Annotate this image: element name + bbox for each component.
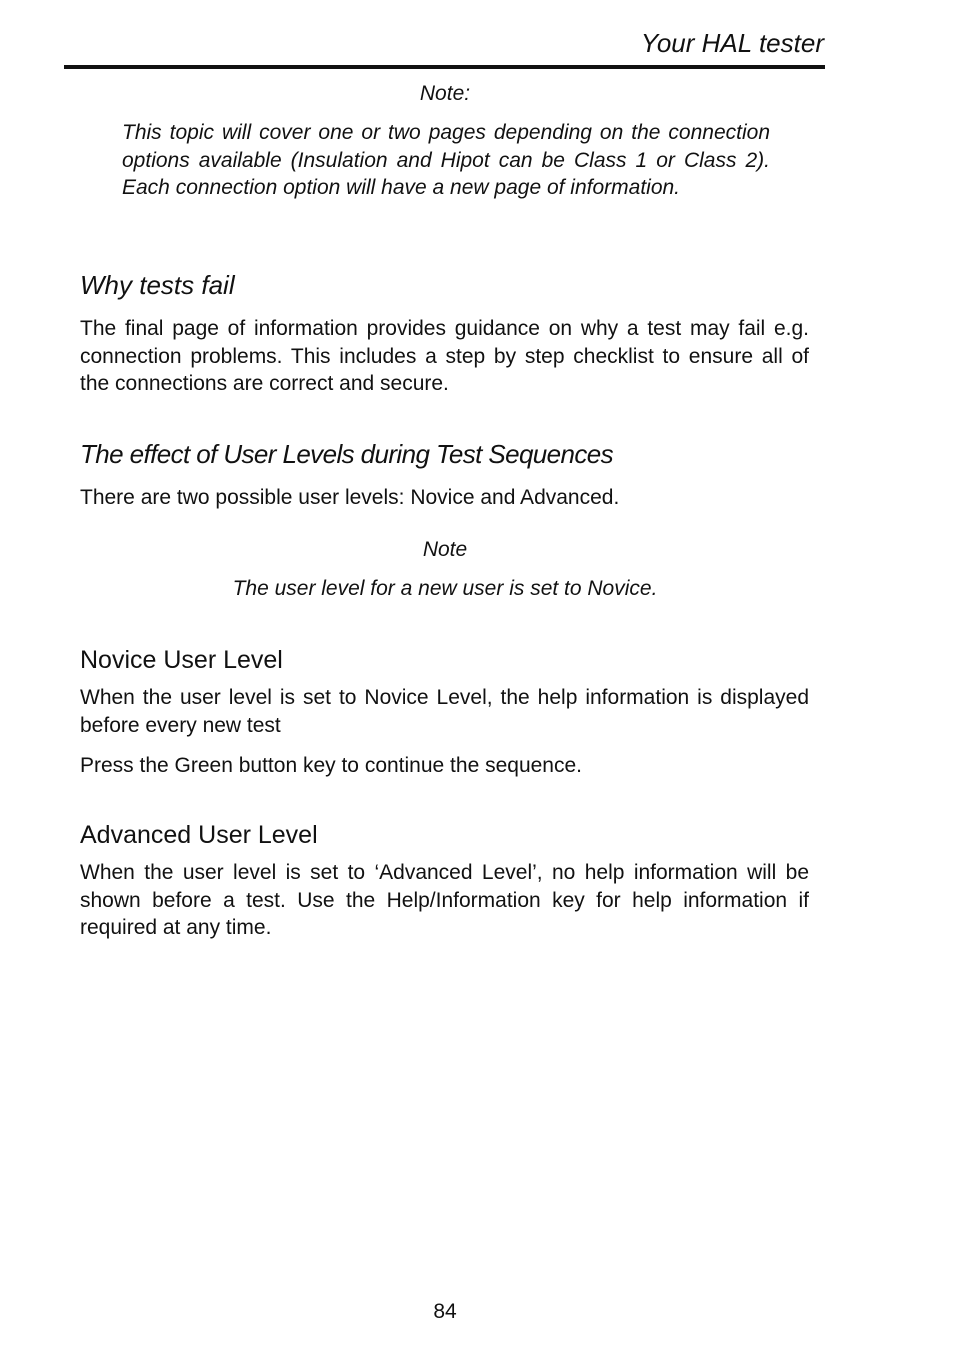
user-levels-note-text: The user level for a new user is set to Novice. — [232, 577, 658, 600]
why-tests-fail-heading: Why tests fail — [80, 270, 235, 300]
header-rule — [64, 65, 825, 69]
top-note-label: Note: — [419, 82, 471, 105]
novice-body-continue: Press the Green button key to continue the sequence. — [80, 754, 582, 777]
novice-body: When the user level is set to Novice Level, the help information is displayed before every new test — [80, 686, 809, 737]
novice-heading: Novice User Level — [80, 646, 283, 674]
user-levels-intro: There are two possible user levels: Novice and Advanced. — [80, 486, 620, 509]
page-number: 84 — [433, 1300, 457, 1323]
top-note-text: This topic will cover one or two pages depending on the connection options available (Insulation and Hipot can be Class 1 or Class 2). Each connection option will have a new page of information. — [122, 121, 770, 199]
advanced-body: When the user level is set to ‘Advanced Level’, no help information will be shown before a test. Use the Help/Information key for help information if required at any time. — [80, 861, 809, 939]
advanced-heading: Advanced User Level — [80, 821, 318, 849]
user-levels-note-label: Note — [422, 538, 468, 561]
why-tests-fail-body: The final page of information provides guidance on why a test may fail e.g. connection problems. This includes a step by step checklist to ensure all of the connections are correct and secure. — [80, 317, 809, 395]
user-levels-heading: The effect of User Levels during Test Sequences — [80, 439, 614, 469]
page-header-title: Your HAL tester — [640, 28, 824, 58]
